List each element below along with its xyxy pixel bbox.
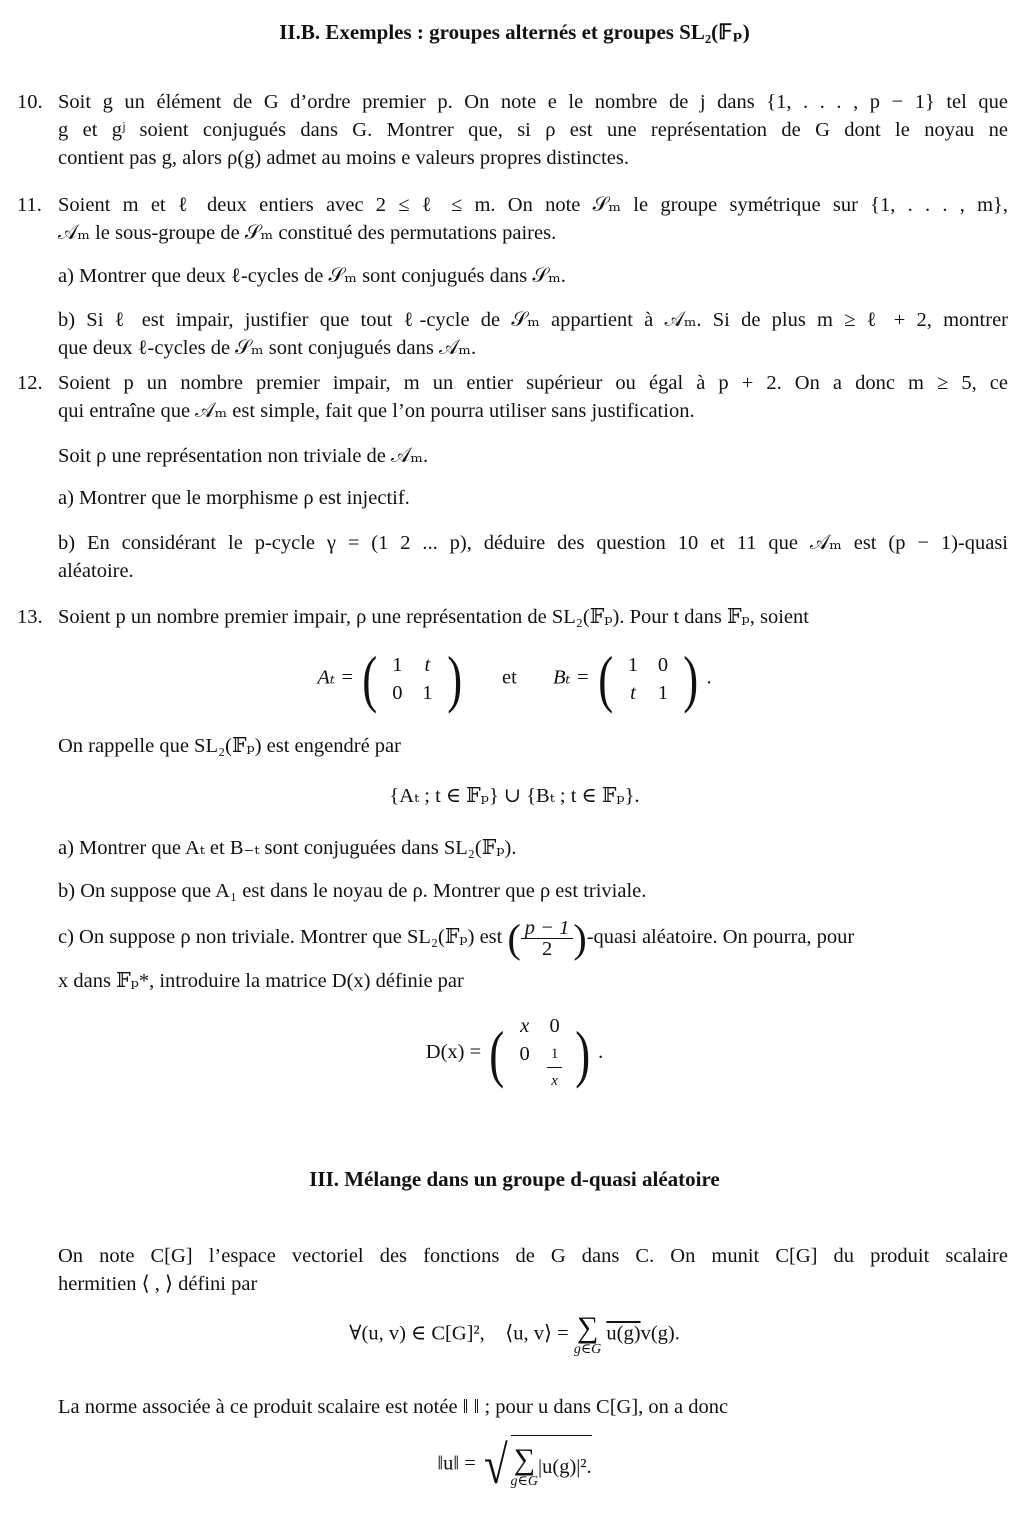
square-root — [481, 1435, 592, 1495]
matrix-cell: 1 — [627, 654, 639, 676]
subquestion-c — [58, 915, 1008, 968]
conjugate-term: u(g) — [606, 1322, 641, 1345]
period: . — [598, 1041, 604, 1064]
subquestion-a: a) Montrer que le morphisme ρ est injectif. — [58, 487, 410, 509]
question-text-line: qui entraîne que 𝒜ₘ est simple, fait que l’on pourra utiliser sans justification. — [58, 400, 695, 422]
question-text-line: Soit ρ une représentation non triviale de 𝒜ₘ. — [58, 445, 429, 467]
matrix-b: ( 1 0 t 1 ) — [597, 643, 699, 714]
question-text-line: Soient p un nombre premier impair, ρ une représentation de SL₂(𝔽ₚ). Pour t dans 𝔽ₚ, soient — [58, 606, 809, 628]
conjunction-et: et — [501, 666, 517, 689]
recall-text: On rappelle que SL₂(𝔽ₚ) est engendré par — [58, 735, 401, 757]
subquestion-b: b) Si ℓ est impair, justifier que tout ℓ-cycle de 𝒮ₘ appartient à 𝒜ₘ. Si de plus m ≥ ℓ + 2, montrer — [58, 309, 1008, 331]
matrix-cell: 0 — [657, 654, 669, 676]
subquestion-c-line2: x dans 𝔽ₚ*, introduire la matrice D(x) définie par — [58, 970, 464, 992]
section-title-iib: II.B. Exemples : groupes alternés et groupes SL₂(𝔽ₚ) — [279, 20, 750, 44]
question-text-line: Soient m et ℓ deux entiers avec 2 ≤ ℓ ≤ m. On note 𝒮ₘ le groupe symétrique sur {1, . . . , m}, — [58, 194, 1008, 216]
matrix-cell: 1 — [422, 682, 433, 704]
matrix-cell: 0 — [519, 1043, 530, 1065]
matrix-cell: t — [424, 654, 431, 676]
matrix-a-label: Aₜ = — [317, 666, 354, 689]
fraction-numerator: p − 1 — [521, 918, 574, 939]
fraction-parenthesized: ( $\frac{p - 1}{2}$ ) — [507, 915, 587, 961]
sum-symbol: ∑ — [576, 1311, 599, 1344]
subquestion-a: a) Montrer que deux ℓ-cycles de 𝒮ₘ sont conjugués dans 𝒮ₘ. — [58, 265, 566, 287]
matrix-cell: 1 — [657, 682, 669, 704]
paragraph-line: On note C[G] l’espace vectoriel des fonctions de G dans C. On munit C[G] du produit scalaire — [58, 1245, 1008, 1267]
sum-index: g∈G — [510, 1473, 539, 1489]
matrix-a: ( 1 t 0 1 ) — [362, 643, 463, 714]
sum-symbol: ∑ — [513, 1442, 535, 1476]
matrix-definitions — [0, 643, 1029, 717]
section-title-iii: III. Mélange dans un groupe d-quasi aléatoire — [309, 1167, 720, 1191]
matrix-cell: 0 — [549, 1015, 560, 1037]
subquestion-b: b) En considérant le p-cycle γ = (1 2 ... p), déduire des question 10 et 11 que 𝒜ₘ est (p − 1)-quasi — [58, 532, 1008, 554]
matrix-d: ( x 0 0 $\frac{1}{x}$ ) — [486, 1013, 593, 1094]
paragraph-line: hermitien ⟨ , ⟩ défini par — [58, 1273, 258, 1295]
subquestion-b: b) On suppose que A₁ est dans le noyau de ρ. Montrer que ρ est triviale. — [58, 880, 647, 902]
matrix-cell: 1 — [392, 654, 403, 676]
generators-formula: {Aₜ ; t ∈ 𝔽ₚ} ∪ {Bₜ ; t ∈ 𝔽ₚ}. — [389, 785, 640, 807]
question-number: 12. — [17, 372, 43, 394]
matrix-cell-fraction — [540, 1041, 570, 1094]
inner-product-formula — [0, 1313, 1029, 1373]
norm-formula — [0, 1435, 1029, 1505]
radical-sign: √ — [483, 1435, 508, 1495]
question-text-line: contient pas g, alors ρ(g) admet au moins e valeurs propres distinctes. — [58, 147, 629, 169]
subquestion-b-cont: que deux ℓ-cycles de 𝒮ₘ sont conjugués dans 𝒜ₘ. — [58, 337, 477, 359]
paragraph-line: La norme associée à ce produit scalaire est notée ‖ ‖ ; pour u dans C[G], on a donc — [58, 1396, 729, 1418]
matrix-d-label: D(x) = — [425, 1041, 482, 1064]
subquestion-c-text: c) On suppose ρ non triviale. Montrer que SL₂(𝔽ₚ) est — [58, 926, 503, 949]
question-number: 10. — [17, 91, 43, 113]
question-text-line: 𝒜ₘ le sous-groupe de 𝒮ₘ constitué des permutations paires. — [58, 222, 557, 244]
fraction-numerator: 1 — [547, 1041, 563, 1068]
sum-operator — [510, 1442, 539, 1489]
question-number: 13. — [17, 606, 43, 628]
fraction-denominator: x — [551, 1073, 558, 1089]
matrix-d-definition — [0, 1013, 1029, 1089]
question-text-line: Soit g un élément de G d’ordre premier p. On note e le nombre de j dans {1, . . . , p − 1} tel que — [58, 91, 1008, 113]
period: . — [706, 666, 712, 689]
subquestion-a: a) Montrer que Aₜ et B₋ₜ sont conjuguées dans SL₂(𝔽ₚ). — [58, 837, 517, 859]
norm-left: ‖u‖ = — [437, 1452, 476, 1475]
question-text-line: g et gʲ soient conjugués dans G. Montrer que, si ρ est une représentation de G dont le noyau ne — [58, 119, 1008, 141]
sum-operator — [574, 1313, 601, 1357]
formula-right: v(g). — [640, 1322, 680, 1345]
sum-index: g∈G — [573, 1342, 602, 1357]
matrix-cell: x — [520, 1015, 530, 1037]
formula-left: ∀(u, v) ∈ C[G]², ⟨u, v⟩ = — [349, 1322, 569, 1345]
matrix-cell: 0 — [392, 682, 403, 704]
subquestion-b-cont: aléatoire. — [58, 560, 134, 582]
norm-inner: |u(g)|². — [538, 1455, 592, 1478]
fraction-denominator: 2 — [541, 938, 553, 960]
subquestion-c-text-end: -quasi aléatoire. On pourra, pour — [586, 926, 855, 949]
question-text-line: Soient p un nombre premier impair, m un entier supérieur ou égal à p + 2. On a donc m ≥ 5, ce — [58, 372, 1008, 394]
question-number: 11. — [17, 194, 42, 216]
matrix-cell: t — [630, 682, 636, 704]
matrix-b-label: Bₜ = — [553, 666, 590, 689]
